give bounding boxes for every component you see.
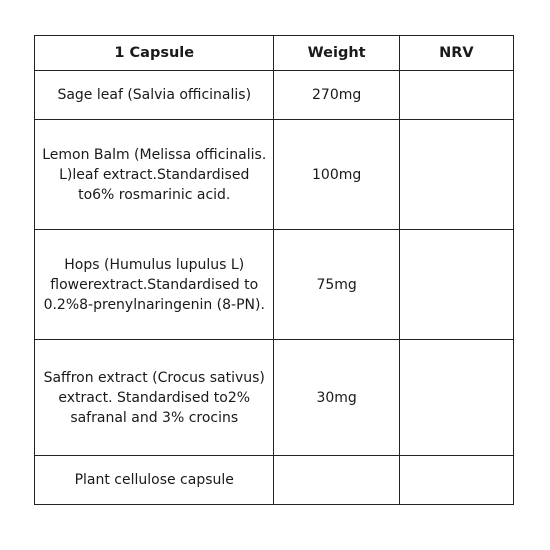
weight-cell [274, 456, 399, 505]
ingredient-line: extract. Standardised to2% [58, 389, 251, 406]
ingredient-line: Hops (Humulus lupulus L) [64, 256, 245, 273]
nrv-cell [399, 456, 513, 505]
ingredient-line: flowerextract.Standardised to [50, 276, 259, 293]
table-row [35, 340, 514, 456]
nrv-cell [399, 120, 513, 230]
ingredient-cell [35, 230, 274, 340]
ingredient-line: 0.2%8-prenylnaringenin (8-PN). [43, 296, 265, 313]
weight-cell: 100mg [274, 120, 399, 230]
nrv-cell [399, 230, 513, 340]
ingredient-cell [35, 120, 274, 230]
ingredient-cell [35, 340, 274, 456]
weight-cell: 75mg [274, 230, 399, 340]
weight-cell: 30mg [274, 340, 399, 456]
ingredient-line: to6% rosmarinic acid. [78, 186, 231, 203]
table-row [35, 71, 514, 120]
table-row [35, 230, 514, 340]
ingredient-cell: Plant cellulose capsule [35, 456, 274, 505]
header-weight: Weight [274, 36, 399, 71]
header-capsule: 1 Capsule [35, 36, 274, 71]
table-row [35, 456, 514, 505]
ingredient-cell: Sage leaf (Salvia officinalis) [35, 71, 274, 120]
header-nrv: NRV [399, 36, 513, 71]
ingredient-line: L)leaf extract.Standardised [59, 166, 250, 183]
ingredients-table [34, 35, 514, 505]
nrv-cell [399, 71, 513, 120]
nrv-cell [399, 340, 513, 456]
table-header-row [35, 36, 514, 71]
table-row [35, 120, 514, 230]
ingredient-line: safranal and 3% crocins [70, 409, 239, 426]
weight-cell: 270mg [274, 71, 399, 120]
ingredient-line: Saffron extract (Crocus sativus) [43, 369, 265, 386]
ingredient-line: Lemon Balm (Melissa officinalis. [42, 146, 267, 163]
